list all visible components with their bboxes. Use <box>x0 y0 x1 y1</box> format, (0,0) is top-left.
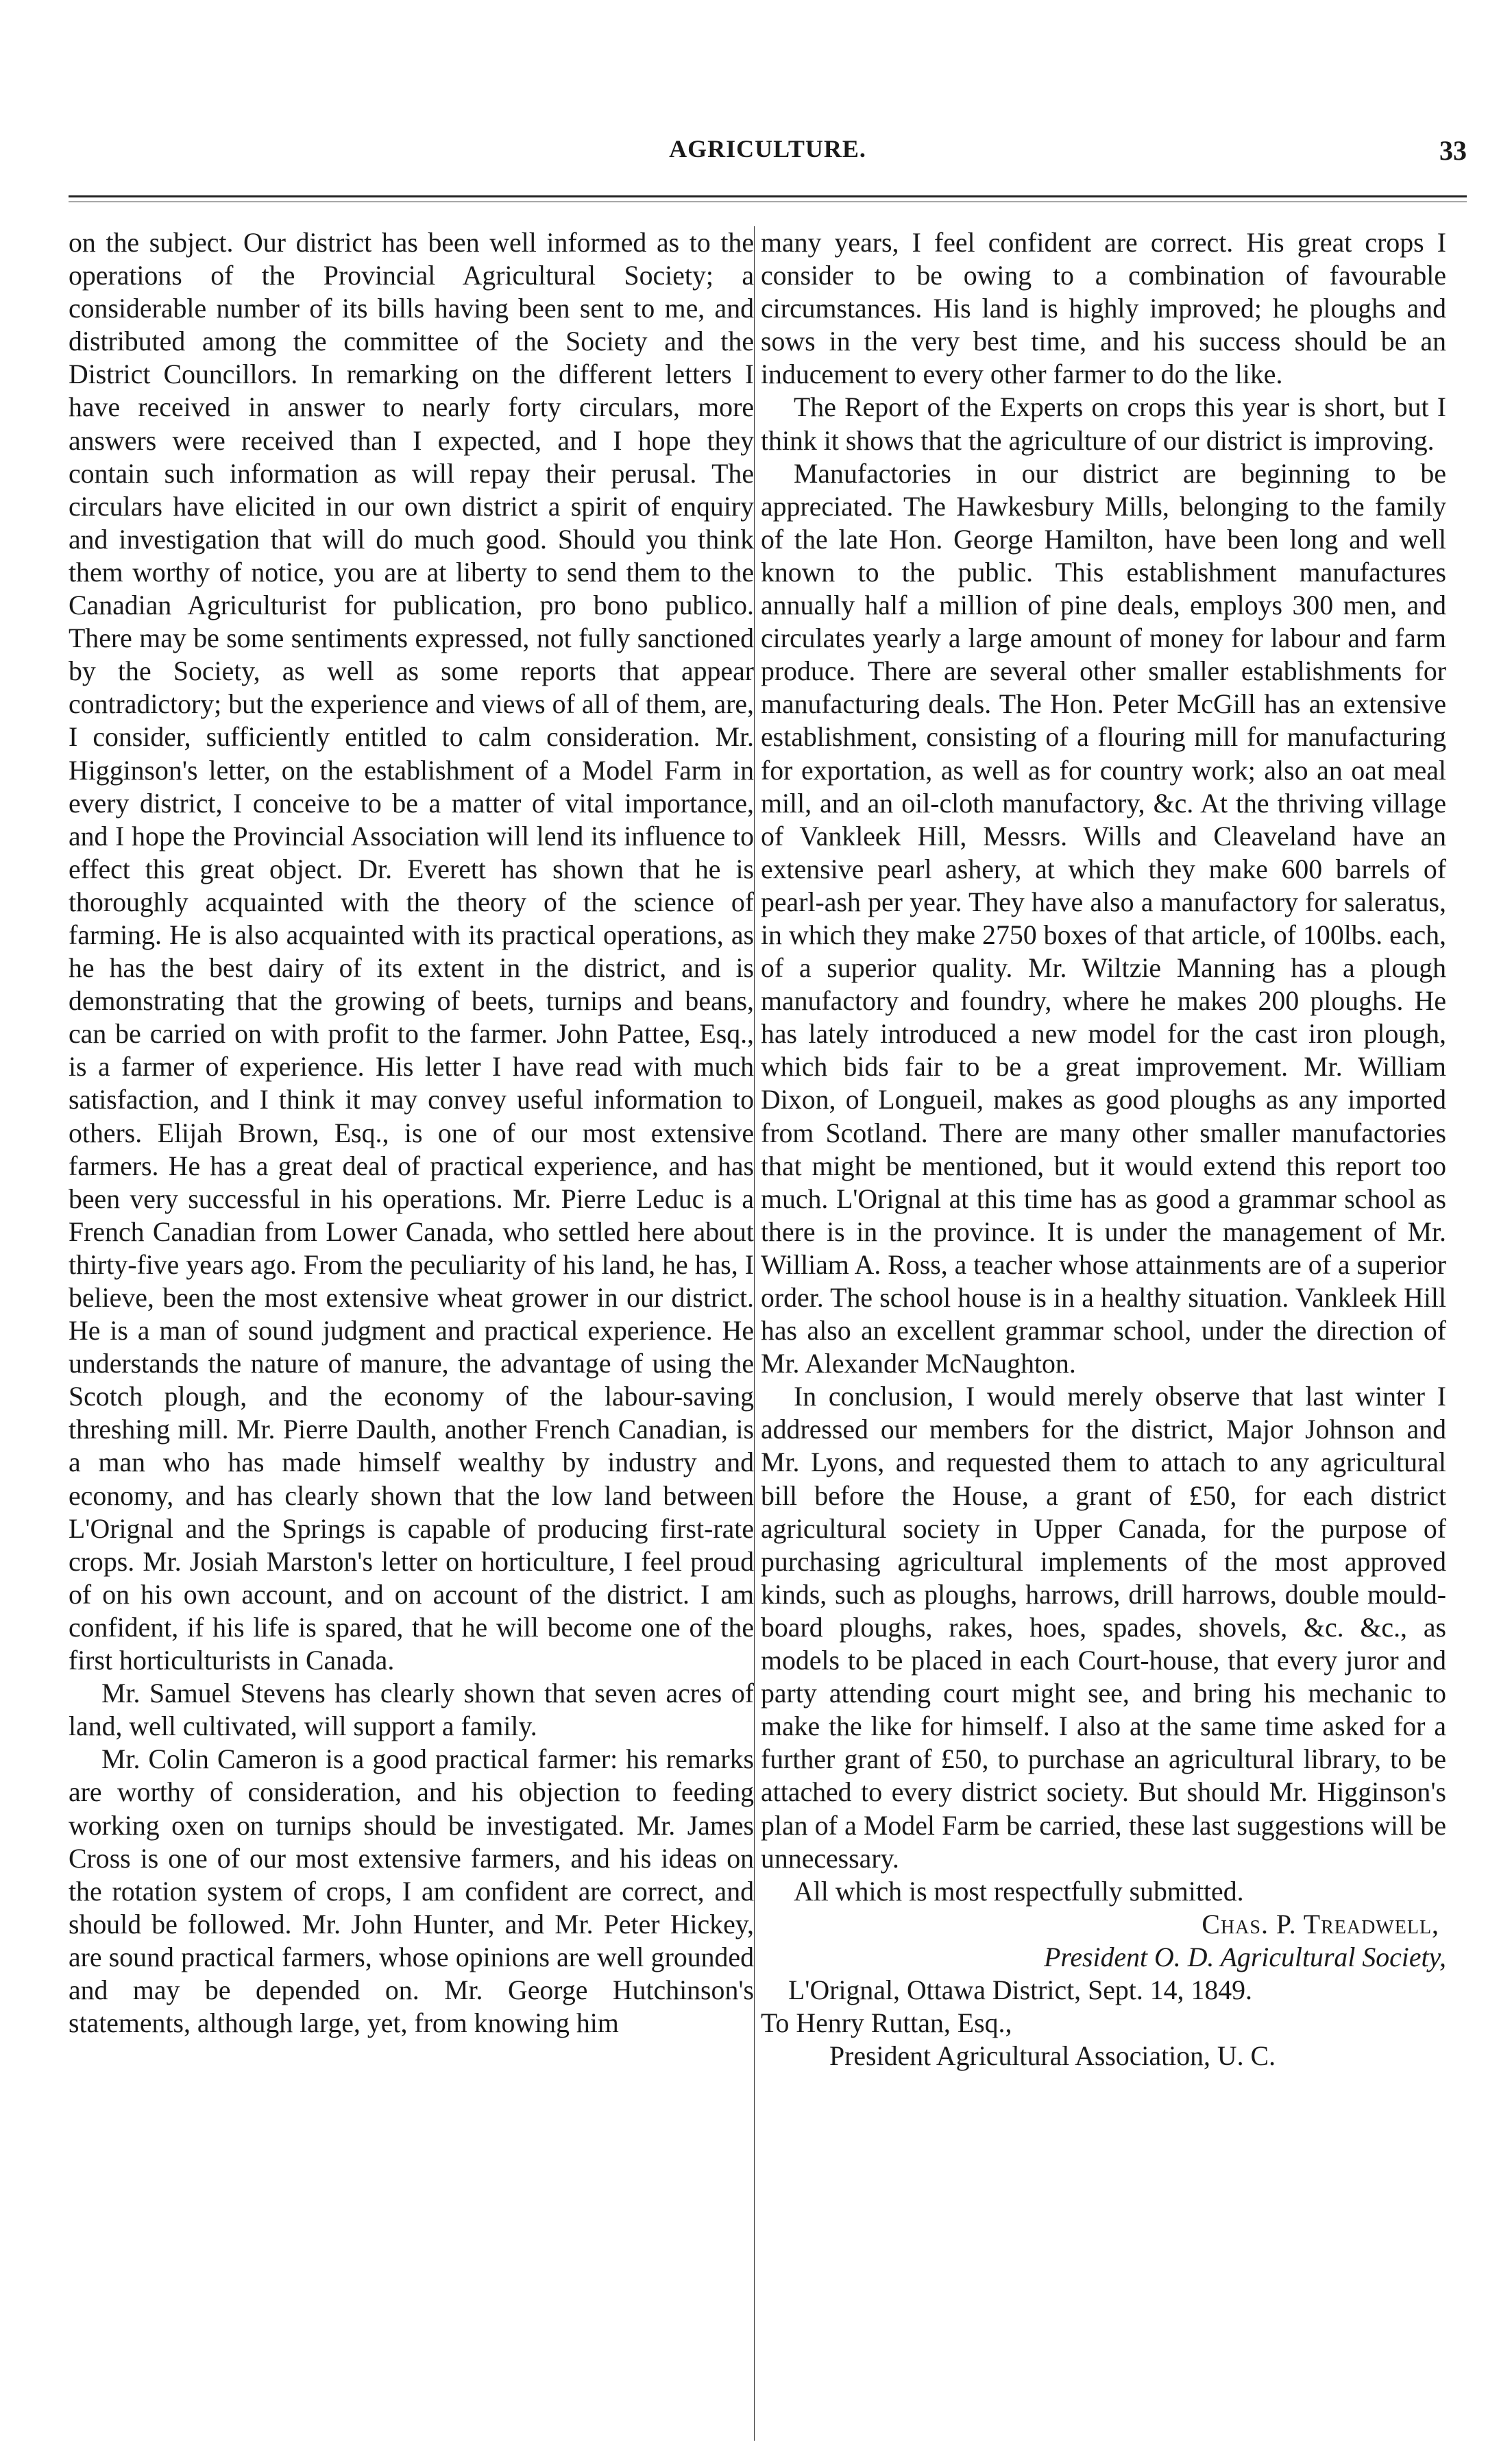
paragraph: All which is most respectfully submitted. <box>794 1876 1244 1907</box>
paragraph: Mr. Colin Cameron is a good practical farmer: his remarks are worthy of consideration, and his objection to feeding working oxen on turnips should be investigated. Mr. James Cross is one of our most extensive farmers, and his ideas on the rotation system of crops, I am confident are correct, and should be followed. Mr. John Hunter, and Mr. Peter Hickey, are sound practical farmers, whose opinions are well grounded and may be depended on. Mr. George Hutchinson's statements, although large, yet, from knowing him <box>69 1744 754 2039</box>
signature-name: Chas. P. Treadwell, <box>1202 1909 1439 1940</box>
right-column <box>761 226 1446 2441</box>
signature-place-date: L'Orignal, Ottawa District, Sept. 14, 1849. <box>788 1974 1252 2005</box>
addressee: To Henry Ruttan, Esq., <box>761 2008 1012 2039</box>
page-header <box>69 134 1467 182</box>
running-head: AGRICULTURE. <box>669 135 866 162</box>
column-divider <box>754 226 755 2441</box>
paragraph: on the subject. Our district has been well informed as to the operations of the Provincial Agricultural Society; a considerable number of its bills having been sent to me, and distributed among the committee of the Society and the District Councillors. In remarking on the different letters I have received in answer to nearly forty circulars, more answers were received than I expected, and I hope they contain such information as will repay their perusal. The circulars have elicited in our own district a spirit of enquiry and investigation that will do much good. Should you think them worthy of notice, you are at liberty to send them to the Canadian Agriculturist for publication, pro bono publico. There may be some sentiments expressed, not fully sanctioned by the Society, as well as some reports that appear contradictory; but the experience and views of all of them, are, I consider, sufficiently entitled to calm consideration. Mr. Higginson's letter, on the establishment of a Model Farm in every district, I conceive to be a matter of vital importance, and I hope the Provincial Association will lend its influence to effect this great object. Dr. Everett has shown that he is thoroughly acquainted with the theory of the science of farming. He is also acquainted with its practical operations, as he has the best dairy of its extent in the district, and is demonstrating that the growing of beets, turnips and beans, can be carried on with profit to the farmer. John Pattee, Esq., is a farmer of experience. His letter I have read with much satisfaction, and I think it may convey useful information to others. Elijah Brown, Esq., is one of our most extensive farmers. He has a great deal of practical experience, and has been very successful in his operations. Mr. Pierre Leduc is a French Canadian from Lower Canada, who settled here about thirty-five years ago. From the peculiarity of his land, he has, I believe, been the most extensive wheat grower in our district. He is a man of sound judgment and practical experience. He understands the nature of manure, the advantage of using the Scotch plough, and the economy of the labour-saving threshing mill. Mr. Pierre Daulth, another French Canadian, is a man who has made himself wealthy by industry and economy, and has clearly shown that the low land between L'Orignal and the Springs is capable of producing first-rate crops. Mr. Josiah Marston's letter on horticulture, I feel proud of on his own account, and on account of the district. I am confident, if his life is spared, that he will become one of the first horticulturists in Canada. <box>69 228 754 1676</box>
paragraph: The Report of the Experts on crops this year is short, but I think it shows that the agriculture of our district is improving. <box>761 392 1446 456</box>
left-column <box>69 226 754 2441</box>
header-rule <box>69 195 1467 202</box>
paragraph: Manufactories in our district are beginning to be appreciated. The Hawkesbury Mills, belonging to the family of the late Hon. George Hamilton, have been long and well known to the public. This establishment manufactures annually half a million of pine deals, employs 300 men, and circulates yearly a large amount of money for labour and farm produce. There are several other smaller establishments for manufacturing deals. The Hon. Peter McGill has an extensive establishment, consisting of a flouring mill for manufacturing for exportation, as well as for country work; also an oat meal mill, and an oil-cloth manufactory, &c. At the thriving village of Vankleek Hill, Messrs. Wills and Cleaveland have an extensive pearl ashery, at which they make 600 barrels of pearl-ash per year. They have also a manufactory for saleratus, in which they make 2750 boxes of that article, of 100lbs. each, of a superior quality. Mr. Wiltzie Manning has a plough manufactory and foundry, where he makes 200 ploughs. He has lately introduced a new model for the cast iron plough, which bids fair to be a great improvement. Mr. William Dixon, of Longueil, makes as good ploughs as any imported from Scotland. There are many other smaller manufactories that might be mentioned, but it would extend this report too much. L'Orignal at this time has as good a grammar school as there is in the province. It is under the management of Mr. William A. Ross, a teacher whose attainments are of a superior order. The school house is in a healthy situation. Vankleek Hill has also an excellent grammar school, under the direction of Mr. Alexander McNaughton. <box>761 458 1446 1379</box>
paragraph: Mr. Samuel Stevens has clearly shown that seven acres of land, well cultivated, will support a family. <box>69 1678 754 1742</box>
paragraph: In conclusion, I would merely observe that last winter I addressed our members for the district, Major Johnson and Mr. Lyons, and requested them to attach to any agricultural bill before the House, a grant of £50, for each district agricultural society in Upper Canada, for the purpose of purchasing agricultural implements of the most approved kinds, such as ploughs, harrows, drill harrows, double mould-board ploughs, rakes, hoes, spades, shovels, &c. &c., as models to be placed in each Court-house, that every juror and party attending court might see, and bring his mechanic to make the like for himself. I also at the same time asked for a further grant of £50, to purchase an agricultural library, to be attached to every district society. But should Mr. Higginson's plan of a Model Farm be carried, these last suggestions will be unnecessary. <box>761 1381 1446 1874</box>
signature-title: President O. D. Agricultural Society, <box>1044 1942 1446 1972</box>
page-number: 33 <box>1439 135 1467 166</box>
addressee-title: President Agricultural Association, U. C. <box>829 2041 1276 2072</box>
paragraph: many years, I feel confident are correct. His great crops I consider to be owing to a combination of favourable circumstances. His land is highly improved; he ploughs and sows in the very best time, and his success should be an inducement to every other farmer to do the like. <box>761 228 1446 390</box>
